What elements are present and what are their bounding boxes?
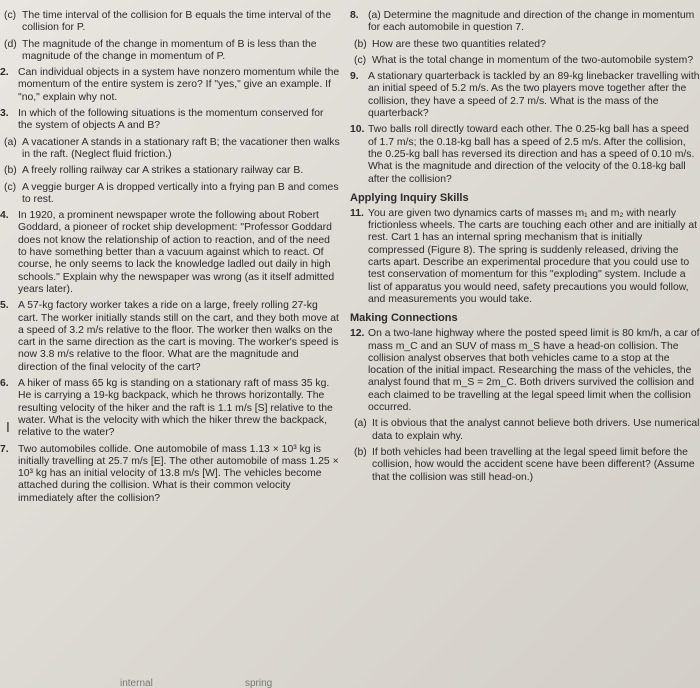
- question-text: In 1920, a prominent newspaper wrote the following about Robert Goddard, a pioneer of rocket ship development: "Professor Goddard does not know the relationship of action to reaction, and of the need to have something better than a vacuum against which to react. Of course, he only seems to lack the knowledge ladled out daily in high schools." Explain why the newspaper was wrong (as it itself admitted years later).: [18, 210, 335, 295]
- question-item: [350, 71, 700, 120]
- question-number: 11.: [350, 207, 364, 219]
- question-item: [350, 55, 700, 67]
- question-number: 12.: [350, 328, 365, 340]
- questions-group-a: [350, 10, 700, 186]
- question-item: [0, 108, 340, 133]
- question-text: In which of the following situations is the momentum conserved for the system of objects A and B?: [18, 108, 324, 132]
- question-item: [350, 447, 700, 484]
- question-item: [0, 444, 340, 505]
- question-text: The magnitude of the change in momentum of B is less than the magnitude of the change in momentum of P.: [22, 38, 317, 62]
- question-number: (c): [4, 10, 17, 21]
- question-number: (c): [354, 54, 367, 66]
- question-number: (b): [4, 165, 17, 177]
- question-text: What is the total change in momentum of the two-automobile system?: [372, 54, 694, 66]
- question-number: 6.: [0, 378, 9, 390]
- heading-making-connections: Making Connections: [350, 312, 458, 325]
- question-number: 8.: [350, 10, 359, 21]
- question-number: (d): [4, 38, 17, 50]
- question-number: (a): [4, 136, 17, 148]
- question-text: A vacationer A stands in a stationary raft B; the vacationer then walks in the raft. (Neglect fluid friction.): [22, 136, 340, 160]
- question-item: [350, 39, 700, 51]
- question-number: (b): [354, 38, 367, 50]
- question-text: Two automobiles collide. One automobile of mass 1.13 × 10³ kg is initially travelling at 25.7 m/s [E]. The other automobile of mass 1.25 × 10³ kg has an initial velocity of 13.8 m/s [W]. The vehicles become attached during the collision. What is their common velocity immediately after the collision?: [18, 443, 339, 504]
- question-text: Can individual objects in a system have nonzero momentum while the momentum of the entire system is zero? If "yes," give an example. If "no," explain why not.: [18, 67, 340, 103]
- question-item: [0, 10, 340, 35]
- questions-group-c: [350, 328, 700, 484]
- question-text: It is obvious that the analyst cannot believe both drivers. Use numerical data to explain why.: [372, 418, 700, 442]
- question-text: How are these two quantities related?: [372, 38, 546, 50]
- figure-label-internal: internal: [120, 678, 153, 688]
- question-item: [0, 300, 340, 374]
- question-number: 3.: [0, 108, 9, 120]
- question-number: 5.: [0, 300, 9, 312]
- figure-label-spring: spring: [245, 678, 273, 688]
- question-number: 2.: [0, 67, 9, 79]
- question-item: [0, 39, 340, 64]
- question-number: (b): [354, 446, 367, 458]
- question-text: A freely rolling railway car A strikes a stationary railway car B.: [22, 165, 304, 177]
- question-text: A hiker of mass 65 kg is standing on a stationary raft of mass 35 kg. He is carrying a 19-kg backpack, which he throws horizontally. The resulting velocity of the hiker and the raft is 1.1 m/s [S] relative to the water. What is the velocity with which the hiker threw the backpack, relative to the water?: [18, 378, 333, 439]
- cropped-figure-labels: [0, 674, 700, 688]
- question-text: On a two-lane highway where the posted speed limit is 80 km/h, a car of mass m_C and an SUV of mass m_S have a head-on collision. The collision analyst observes that both vehicles came to a stop at the location of the initial impact. Researching the mass of the vehicles, the analyst found that m_S = 2m_C. Both drivers survived the collision and each claimed to be travelling at the legal speed limit when the collision occurred.: [368, 328, 700, 414]
- question-item: [350, 208, 700, 306]
- question-item: [350, 328, 700, 414]
- text-cursor-icon: Ι: [6, 421, 10, 436]
- question-item: [350, 124, 700, 185]
- question-number: (a): [354, 418, 367, 430]
- question-text: You are given two dynamics carts of masses m₁ and m₂ with nearly frictionless wheels. The carts are touching each other and are initially at rest. Cart 1 has an internal spring mechanism that is initially compressed (Figure 8). The spring is suddenly released, driving the carts apart. Describe an experimental procedure that you could use to test conservation of momentum for this "exploding" system. Include a list of apparatus you would need, safety precautions you would follow, and measurements you would take.: [368, 207, 698, 305]
- heading-applying-inquiry: Applying Inquiry Skills: [350, 191, 469, 204]
- questions-group-b: [350, 208, 700, 306]
- question-text: The time interval of the collision for B equals the time interval of the collision for P.: [22, 10, 331, 34]
- question-text: A veggie burger A is dropped vertically into a frying pan B and comes to rest.: [22, 181, 339, 205]
- question-text: (a) Determine the magnitude and direction of the change in momentum for each automobile in question 7.: [368, 10, 695, 34]
- question-item: [0, 137, 340, 162]
- question-number: 9.: [350, 71, 359, 83]
- question-number: 7.: [0, 443, 9, 455]
- question-text: A stationary quarterback is tackled by an 89-kg linebacker travelling with an initial speed of 5.2 m/s. As the two players move together after the collision, they have a speed of 2.7 m/s. What is the mass of the quarterback?: [368, 71, 700, 120]
- question-item: [350, 10, 700, 35]
- question-text: Two balls roll directly toward each other. The 0.25-kg ball has a speed of 1.7 m/s; the 0.18-kg ball has a speed of 2.5 m/s. After the collision, the 0.25-kg ball has reversed its direction and has a speed of 0.10 m/s. What is the magnitude and direction of the velocity of the 0.18-kg ball after the collision?: [368, 124, 695, 185]
- question-item: [0, 182, 340, 207]
- question-item: [0, 67, 340, 104]
- right-column: [350, 10, 700, 488]
- question-number: (c): [4, 181, 17, 193]
- question-item: [0, 165, 340, 177]
- question-text: A 57-kg factory worker takes a ride on a large, freely rolling 27-kg cart. The worker initially stands still on the cart, and they both move at a speed of 3.2 m/s relative to the floor. The worker then walks on the cart in the same direction as the cart is moving. The worker's speed is now 3.8 m/s relative to the floor. What are the magnitude and direction of the final velocity of the cart?: [18, 300, 339, 373]
- question-number: 10.: [350, 124, 365, 136]
- question-text: If both vehicles had been travelling at the legal speed limit before the collision, how would the accident scene have been different? (Assume that the collision was still head-on.): [372, 446, 695, 483]
- question-item: [0, 210, 340, 296]
- left-column: [0, 10, 340, 509]
- question-number: 4.: [0, 210, 9, 222]
- question-item: [0, 378, 340, 439]
- question-item: [350, 418, 700, 443]
